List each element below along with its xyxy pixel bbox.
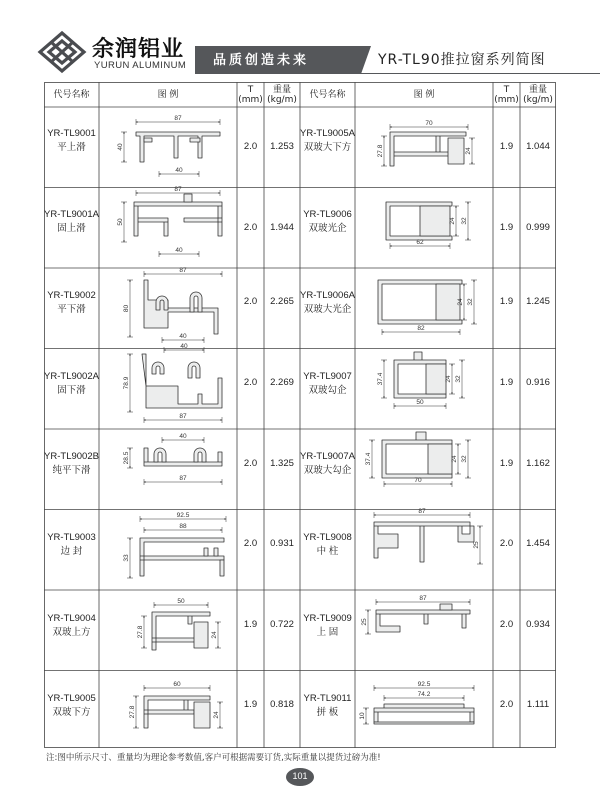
- dimension-label: 40: [179, 333, 187, 340]
- profile-code: YR-TL9009: [303, 613, 352, 624]
- profile-name: 双玻光企: [308, 223, 347, 234]
- dimension-label: 92.5: [417, 681, 431, 688]
- dimension-label: 92.5: [176, 512, 190, 519]
- dimension-label: 24: [451, 455, 458, 463]
- profile-code: YR-TL9004: [47, 613, 96, 624]
- profile-name: 固上滑: [57, 223, 86, 234]
- profile-code: YR-TL9006A: [300, 290, 355, 301]
- dimension-label: 87: [174, 186, 182, 193]
- profile-tl9011-base: [374, 722, 474, 724]
- dimension-label: 24: [449, 217, 456, 225]
- weight-value: 0.999: [526, 222, 550, 233]
- profile-tl9004-box: [194, 622, 208, 648]
- profile-code: YR-TL9001A: [44, 209, 99, 220]
- profile-name: 边 封: [60, 546, 83, 557]
- dimension-label: 87: [179, 475, 187, 482]
- thickness-value: 1.9: [499, 458, 514, 469]
- profile-tl9005-box: [194, 702, 210, 728]
- profile-tl9007-box: [426, 364, 446, 394]
- col-header-weight-right: 重量 (kg/m): [523, 85, 553, 105]
- weight-value: 0.722: [270, 619, 294, 630]
- col-header-figure-right: 图 例: [413, 90, 435, 100]
- profile-code: YR-TL9002B: [44, 451, 99, 462]
- dimension-label: 27.8: [137, 625, 144, 639]
- profile-code: YR-TL9005A: [300, 128, 355, 139]
- thickness-value: 1.9: [243, 699, 258, 710]
- thickness-value: 2.0: [499, 699, 514, 710]
- thickness-value: 1.9: [499, 296, 514, 307]
- profile-code: YR-TL9002A: [44, 371, 99, 382]
- weight-value: 1.454: [526, 538, 550, 549]
- profile-name: 双玻大光企: [303, 304, 352, 315]
- dimension-label: 78.9: [123, 376, 130, 390]
- dimension-label: 40: [175, 247, 183, 254]
- dimension-label: 87: [419, 595, 427, 602]
- weight-value: 1.325: [270, 458, 294, 469]
- profile-code: YR-TL9007A: [300, 451, 355, 462]
- dimension-label: 70: [425, 120, 433, 127]
- profile-code: YR-TL9011: [303, 693, 352, 704]
- dimension-label: 37.4: [377, 372, 384, 386]
- dimension-label: 32: [455, 375, 462, 383]
- brand-name-cn: 余润铝业: [92, 37, 185, 62]
- profile-code: YR-TL9005: [47, 693, 96, 704]
- dimension-label: 10: [359, 712, 366, 720]
- dimension-label: 40: [117, 143, 124, 151]
- dimension-label: 24: [213, 711, 220, 719]
- dimension-label: 74.2: [417, 691, 431, 698]
- thickness-value: 2.0: [499, 538, 514, 549]
- profile-name: 纯平下滑: [52, 465, 91, 476]
- weight-value: 0.934: [526, 619, 550, 630]
- profile-tl9006-box: [420, 206, 450, 236]
- dimension-label: 50: [117, 218, 124, 226]
- weight-value: 1.253: [270, 141, 294, 152]
- profile-tl9008: [374, 522, 474, 562]
- profile-tl9002a: [142, 354, 222, 408]
- dimension-label: 32: [467, 298, 474, 306]
- profile-tl9001-detail: [144, 138, 200, 142]
- dimension-label: 40: [180, 343, 188, 350]
- profile-name: 平下滑: [57, 304, 86, 315]
- series-title: YR-TL90推拉窗系列简图: [378, 52, 546, 68]
- dimension-label: 62: [416, 239, 424, 246]
- dimension-label: 50: [416, 399, 424, 406]
- weight-value: 0.818: [270, 699, 294, 710]
- dimension-label: 80: [123, 304, 130, 313]
- profile-name: 上 固: [316, 627, 339, 638]
- dimension-label: 88: [179, 523, 187, 530]
- profile-code: YR-TL9008: [303, 532, 352, 543]
- profile-tl9002: [144, 280, 218, 334]
- page-number: 101: [284, 766, 316, 788]
- profile-tl9001a: [134, 202, 222, 236]
- col-header-weight: 重量 (kg/m): [267, 85, 297, 105]
- weight-value: 1.044: [526, 141, 550, 152]
- profile-name: 平上滑: [57, 142, 86, 153]
- header-slogan: 品质创造未来: [213, 53, 310, 68]
- dimension-label: 24: [457, 298, 464, 306]
- page-header: [0, 0, 600, 82]
- profile-code: YR-TL9003: [47, 532, 96, 543]
- dimension-label: 33: [123, 554, 130, 562]
- col-header-code-right: 代号名称: [309, 90, 346, 100]
- profile-name: 双玻大勾企: [303, 465, 352, 476]
- dimension-label: 24: [211, 631, 218, 639]
- thickness-value: 2.0: [243, 141, 258, 152]
- dimension-label: 40: [179, 433, 187, 440]
- dimension-label: 60: [173, 681, 181, 688]
- thickness-value: 1.9: [499, 222, 514, 233]
- profile-name: 双玻下方: [52, 707, 91, 718]
- dimension-label: 50: [177, 598, 185, 605]
- profile-tl9003-detail: [204, 548, 224, 576]
- profile-name: 固下滑: [57, 385, 86, 396]
- col-header-t: T (mm): [238, 85, 263, 105]
- profile-code: YR-TL9002: [47, 290, 96, 301]
- brand-name-en: YURUN ALUMINUM: [94, 60, 187, 71]
- thickness-value: 1.9: [499, 377, 514, 388]
- profile-name: 双玻勾企: [308, 385, 347, 396]
- col-header-figure: 图 例: [157, 90, 179, 100]
- profile-code: YR-TL9007: [303, 371, 352, 382]
- dimension-label: 25: [473, 541, 480, 549]
- profile-name: 中 柱: [316, 546, 339, 557]
- profile-table: [44, 82, 556, 748]
- thickness-value: 2.0: [243, 538, 258, 549]
- profile-name: 拼 板: [316, 707, 339, 718]
- profile-tl9005a-box: [448, 138, 464, 164]
- weight-value: 1.162: [526, 458, 550, 469]
- dimension-label: 82: [417, 325, 425, 332]
- dimension-label: 37.4: [365, 452, 372, 466]
- dimension-label: 25: [361, 618, 368, 626]
- weight-value: 0.931: [270, 538, 294, 549]
- dimension-label: 32: [461, 455, 468, 463]
- profile-tl9001a-detail: [184, 194, 192, 202]
- profile-tl9002a-rails: [152, 362, 200, 378]
- col-header-t-right: T (mm): [494, 85, 519, 105]
- dimension-label: 32: [461, 217, 468, 225]
- profile-code: YR-TL9001: [47, 128, 96, 139]
- footer-note: 注:图中所示尺寸、重量均为理论参考数值,客户可根据需要订货,实际重量以提货过磅为准!: [46, 753, 381, 763]
- profile-tl9001: [136, 132, 220, 162]
- weight-value: 1.245: [526, 296, 550, 307]
- thickness-value: 1.9: [499, 141, 514, 152]
- dimension-label: 28.5: [123, 451, 130, 465]
- thickness-value: 2.0: [243, 377, 258, 388]
- yurun-logo: [36, 30, 88, 74]
- dimension-label: 40: [175, 167, 183, 174]
- dimension-label: 87: [174, 115, 182, 122]
- weight-value: 2.269: [270, 377, 294, 388]
- dimension-label: 24: [445, 375, 452, 383]
- profile-figures: [44, 82, 556, 748]
- weight-value: 2.265: [270, 296, 294, 307]
- dimension-label: 87: [418, 508, 426, 515]
- col-header-code: 代号名称: [53, 90, 90, 100]
- thickness-value: 1.9: [243, 619, 258, 630]
- dimension-label: 24: [465, 147, 472, 155]
- profile-name: 双玻大下方: [303, 142, 352, 153]
- dimension-label: 27.8: [377, 144, 384, 158]
- thickness-value: 2.0: [243, 222, 258, 233]
- profile-tl9003: [140, 538, 224, 576]
- profile-tl9002b-rails: [154, 448, 206, 462]
- dimension-label: 87: [179, 267, 187, 274]
- dimension-label: 27.8: [129, 705, 136, 719]
- profile-tl9009-detail: [440, 604, 452, 610]
- weight-value: 1.944: [270, 222, 294, 233]
- profile-tl9009: [376, 610, 470, 632]
- dimension-label: 87: [179, 413, 187, 420]
- profile-code: YR-TL9006: [303, 209, 352, 220]
- weight-value: 1.111: [526, 699, 550, 710]
- profile-name: 双玻上方: [52, 627, 91, 638]
- profile-tl9011: [374, 704, 474, 722]
- weight-value: 0.916: [526, 377, 550, 388]
- thickness-value: 2.0: [243, 458, 258, 469]
- profile-tl9007a-box: [428, 444, 452, 474]
- thickness-value: 2.0: [243, 296, 258, 307]
- thickness-value: 2.0: [499, 619, 514, 630]
- dimension-label: 70: [414, 477, 422, 484]
